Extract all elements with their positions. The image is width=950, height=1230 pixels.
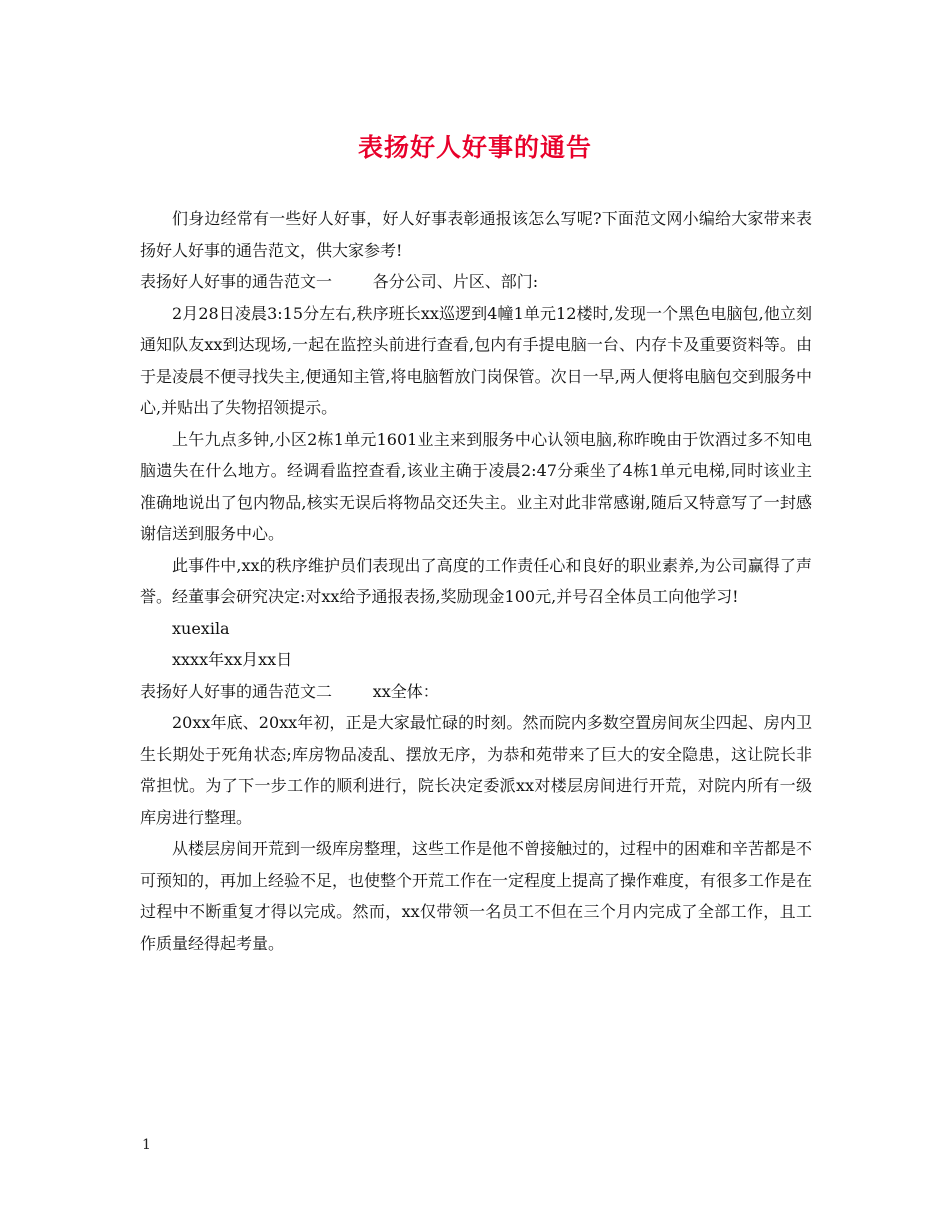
section-heading-one [140, 266, 812, 298]
body-paragraph: 从楼层房间开荒到一级库房整理，这些工作是他不曾接触过的，过程中的困难和辛苦都是不可预知的，再加上经验不足，也使整个开荒工作在一定程度上提高了操作难度，有很多工作是在过程中不断重复才得以完成。然而，xx仅带领一名员工不但在三个月内完成了全部工作，且工作质量经得起考量。 [140, 839, 813, 953]
body-paragraph: 上午九点多钟,小区2栋1单元1601业主来到服务中心认领电脑,称昨晚由于饮酒过多不知电脑遗失在什么地方。经调看监控查看,该业主确于凌晨2:47分乘坐了4栋1单元电梯,同时该业主准确地说出了包内物品,核实无误后将物品交还失主。业主对此非常感谢,随后又特意写了一封感谢信送到服务中心。 [140, 429, 812, 543]
body-paragraph: 20xx年底、20xx年初，正是大家最忙碌的时刻。然而院内多数空置房间灰尘四起、房内卫生长期处于死角状态;库房物品凌乱、摆放无序，为恭和苑带来了巨大的安全隐患，这让院长非常担忧。为了下一步工作的顺利进行，院长决定委派xx对楼层房间进行开荒，对院内所有一级库房进行整理。 [140, 713, 812, 827]
section-two-label: 表扬好人好事的通告范文二 [140, 681, 333, 701]
signature-line: xuexila [172, 618, 230, 638]
page-number: 1 [142, 1137, 151, 1153]
date-line: xxxx年xx月xx日 [172, 650, 293, 669]
document-title: 表扬好人好事的通告 [357, 133, 592, 162]
section-one-label: 表扬好人好事的通告范文一 [140, 272, 333, 291]
body-paragraph: 2月28日凌晨3:15分左右,秩序班长xx巡逻到4幢1单元12楼时,发现一个黑色电脑包,他立刻通知队友xx到达现场,一起在监控头前进行查看,包内有手提电脑一台、内存卡及重要资料等。由于是凌晨不便寻找失主,便通知主管,将电脑暂放门岗保管。次日一早,两人便将电脑包交到服务中心,并贴出了失物招领提示。 [140, 303, 812, 417]
body-paragraph: 此事件中,xx的秩序维护员们表现出了高度的工作责任心和良好的职业素养,为公司赢得了声誉。经董事会研究决定:对xx给予通报表扬,奖励现金100元,并号召全体员工向他学习! [140, 555, 812, 606]
document-body [140, 203, 812, 959]
section-two-salutation: xx全体： [372, 681, 439, 701]
section-one-salutation: 各分公司、片区、部门: [372, 272, 539, 291]
section-heading-two [140, 676, 812, 708]
intro-paragraph: 们身边经常有一些好人好事，好人好事表彰通报该怎么写呢?下面范文网小编给大家带来表扬好人好事的通告范文，供大家参考! [140, 209, 812, 260]
